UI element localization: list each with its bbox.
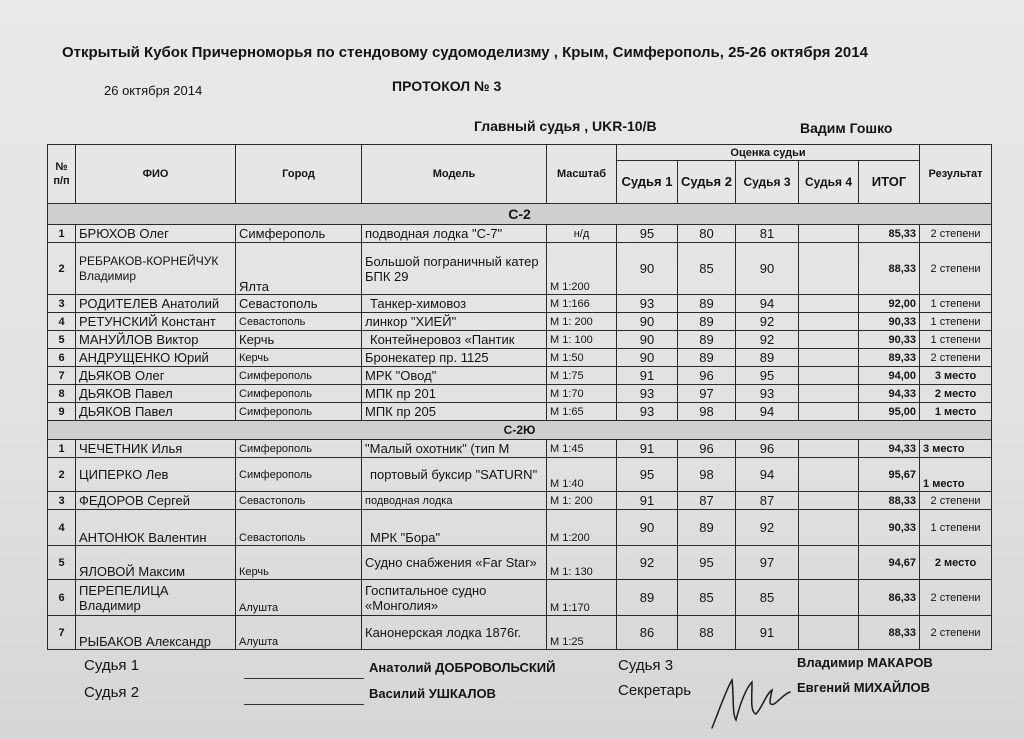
row-judge3: 96 xyxy=(736,440,799,458)
col-judge2-header: Судья 2 xyxy=(678,161,736,204)
row-num: 4 xyxy=(48,510,76,546)
row-fio: ДЬЯКОВ Павел xyxy=(76,403,236,421)
table-row xyxy=(48,492,992,510)
table-row xyxy=(48,367,992,385)
row-judge2: 89 xyxy=(678,295,736,313)
row-num: 7 xyxy=(48,367,76,385)
row-city: Алушта xyxy=(236,616,362,650)
row-num: 2 xyxy=(48,458,76,492)
secretary-label: Секретарь xyxy=(618,682,692,699)
row-judge4 xyxy=(799,349,859,367)
table-row xyxy=(48,225,992,243)
row-judge1: 90 xyxy=(617,331,678,349)
col-scale-header: Масштаб xyxy=(547,145,617,204)
row-judge4 xyxy=(799,403,859,421)
row-fio: МАНУЙЛОВ Виктор xyxy=(76,331,236,349)
row-judge3: 89 xyxy=(736,349,799,367)
row-judge1: 91 xyxy=(617,367,678,385)
judge1-name: Анатолий ДОБРОВОЛЬСКИЙ xyxy=(369,660,556,675)
row-judge4 xyxy=(799,492,859,510)
row-judge3: 97 xyxy=(736,546,799,580)
row-num: 3 xyxy=(48,295,76,313)
row-num: 2 xyxy=(48,243,76,295)
row-model: Большой пограничный катер БПК 29 xyxy=(362,243,547,295)
table-row xyxy=(48,458,992,492)
section-title: С-2 xyxy=(48,204,992,225)
row-result: 1 степени xyxy=(920,510,992,546)
row-judge2: 80 xyxy=(678,225,736,243)
row-judge4 xyxy=(799,295,859,313)
col-city-header: Город xyxy=(236,145,362,204)
row-total: 88,33 xyxy=(859,492,920,510)
row-fio: БРЮХОВ Олег xyxy=(76,225,236,243)
row-scale: М 1:45 xyxy=(547,440,617,458)
row-num: 6 xyxy=(48,580,76,616)
row-result: 1 степени xyxy=(920,295,992,313)
row-city: Симферополь xyxy=(236,385,362,403)
table-row xyxy=(48,440,992,458)
row-result: 1 место xyxy=(920,458,992,492)
row-fio: ФЕДОРОВ Сергей xyxy=(76,492,236,510)
row-judge1: 86 xyxy=(617,616,678,650)
row-judge1: 90 xyxy=(617,510,678,546)
row-result: 2 степени xyxy=(920,580,992,616)
row-scale: М 1:75 xyxy=(547,367,617,385)
row-model: Контейнеровоз «Пантик xyxy=(362,331,547,349)
row-model: МРК "Бора" xyxy=(362,510,547,546)
row-judge2: 98 xyxy=(678,458,736,492)
row-judge3: 85 xyxy=(736,580,799,616)
row-city: Керчь xyxy=(236,546,362,580)
row-judge1: 90 xyxy=(617,243,678,295)
row-result: 2 степени xyxy=(920,616,992,650)
row-result: 2 степени xyxy=(920,225,992,243)
row-judge4 xyxy=(799,367,859,385)
row-total: 89,33 xyxy=(859,349,920,367)
row-model: МРК "Овод" xyxy=(362,367,547,385)
row-judge3: 94 xyxy=(736,295,799,313)
row-total: 92,00 xyxy=(859,295,920,313)
row-judge2: 89 xyxy=(678,349,736,367)
row-scale: М 1:70 xyxy=(547,385,617,403)
row-judge2: 87 xyxy=(678,492,736,510)
row-model: Танкер-химовоз xyxy=(362,295,547,313)
row-num: 5 xyxy=(48,546,76,580)
row-judge4 xyxy=(799,331,859,349)
row-total: 94,00 xyxy=(859,367,920,385)
row-city: Симферополь xyxy=(236,225,362,243)
row-model: МПК пр 205 xyxy=(362,403,547,421)
row-fio: АНДРУЩЕНКО Юрий xyxy=(76,349,236,367)
judge3-label: Судья 3 xyxy=(618,657,674,674)
row-city: Севастополь xyxy=(236,313,362,331)
row-judge2: 96 xyxy=(678,440,736,458)
row-scale: М 1:40 xyxy=(547,458,617,492)
row-scale: М 1:166 xyxy=(547,295,617,313)
row-total: 88,33 xyxy=(859,243,920,295)
row-city: Севастополь xyxy=(236,492,362,510)
col-judge1-header: Судья 1 xyxy=(617,161,678,204)
row-total: 86,33 xyxy=(859,580,920,616)
row-scale: М 1:25 xyxy=(547,616,617,650)
row-judge3: 87 xyxy=(736,492,799,510)
row-scale: н/д xyxy=(547,225,617,243)
col-scores-group-header: Оценка судьи xyxy=(617,145,920,161)
section-header-c2u xyxy=(48,421,992,440)
table-row xyxy=(48,403,992,421)
row-num: 5 xyxy=(48,331,76,349)
row-scale: М 1:170 xyxy=(547,580,617,616)
judge2-label: Судья 2 xyxy=(84,684,140,701)
table-row xyxy=(48,546,992,580)
row-city: Симферополь xyxy=(236,367,362,385)
table-row xyxy=(48,295,992,313)
table-row xyxy=(48,349,992,367)
row-num: 8 xyxy=(48,385,76,403)
row-judge4 xyxy=(799,243,859,295)
results-table xyxy=(47,144,992,650)
row-total: 94,67 xyxy=(859,546,920,580)
row-model: Канонерская лодка 1876г. xyxy=(362,616,547,650)
row-num: 3 xyxy=(48,492,76,510)
row-fio: РЕТУНСКИЙ Констант xyxy=(76,313,236,331)
row-judge4 xyxy=(799,458,859,492)
table-row xyxy=(48,243,992,295)
row-scale: М 1:200 xyxy=(547,243,617,295)
row-city: Симферополь xyxy=(236,403,362,421)
row-judge1: 93 xyxy=(617,385,678,403)
protocol-number: ПРОТОКОЛ № 3 xyxy=(392,78,502,94)
row-result: 2 место xyxy=(920,546,992,580)
col-model-header: Модель xyxy=(362,145,547,204)
row-model: "Малый охотник" (тип М xyxy=(362,440,547,458)
row-fio: ЧЕЧЕТНИК Илья xyxy=(76,440,236,458)
row-num: 1 xyxy=(48,440,76,458)
row-num: 1 xyxy=(48,225,76,243)
row-judge1: 91 xyxy=(617,440,678,458)
row-judge4 xyxy=(799,385,859,403)
row-fio: РЕБРАКОВ-КОРНЕЙЧУК Владимир xyxy=(76,243,236,295)
row-model: МПК пр 201 xyxy=(362,385,547,403)
row-model: подводная лодка "С-7" xyxy=(362,225,547,243)
row-judge2: 88 xyxy=(678,616,736,650)
row-judge4 xyxy=(799,616,859,650)
row-judge3: 90 xyxy=(736,243,799,295)
col-judge4-header: Судья 4 xyxy=(799,161,859,204)
row-num: 6 xyxy=(48,349,76,367)
row-result: 2 степени xyxy=(920,349,992,367)
row-result: 1 степени xyxy=(920,331,992,349)
row-judge2: 85 xyxy=(678,243,736,295)
row-judge3: 94 xyxy=(736,458,799,492)
row-scale: М 1: 200 xyxy=(547,492,617,510)
row-judge2: 89 xyxy=(678,331,736,349)
row-scale: М 1:65 xyxy=(547,403,617,421)
judge3-name: Владимир МАКАРОВ xyxy=(797,655,933,670)
row-city: Керчь xyxy=(236,349,362,367)
row-result: 3 место xyxy=(920,367,992,385)
row-judge3: 95 xyxy=(736,367,799,385)
row-judge1: 93 xyxy=(617,295,678,313)
table-row xyxy=(48,510,992,546)
row-judge3: 91 xyxy=(736,616,799,650)
document-date: 26 октября 2014 xyxy=(104,83,203,98)
col-fio-header: ФИО xyxy=(76,145,236,204)
row-judge4 xyxy=(799,440,859,458)
row-model: Бронекатер пр. 1125 xyxy=(362,349,547,367)
row-judge3: 94 xyxy=(736,403,799,421)
row-judge2: 85 xyxy=(678,580,736,616)
chief-judge-name: Вадим Гошко xyxy=(800,120,893,136)
row-judge1: 92 xyxy=(617,546,678,580)
row-judge1: 89 xyxy=(617,580,678,616)
row-judge3: 92 xyxy=(736,331,799,349)
row-judge4 xyxy=(799,546,859,580)
row-total: 95,00 xyxy=(859,403,920,421)
row-result: 1 место xyxy=(920,403,992,421)
document-title: Открытый Кубок Причерноморья по стендовому судомоделизму , Крым, Симферополь, 25-26 октября 2014 xyxy=(62,44,868,61)
row-judge1: 93 xyxy=(617,403,678,421)
row-judge1: 90 xyxy=(617,349,678,367)
row-scale: М 1:50 xyxy=(547,349,617,367)
row-fio: ПЕРЕПЕЛИЦА Владимир xyxy=(76,580,236,616)
row-judge3: 92 xyxy=(736,510,799,546)
row-judge4 xyxy=(799,580,859,616)
row-city: Симферополь xyxy=(236,458,362,492)
row-num: 9 xyxy=(48,403,76,421)
judge2-name: Василий УШКАЛОВ xyxy=(369,686,496,701)
row-model: портовый буксир "SATURN" xyxy=(362,458,547,492)
row-city: Керчь xyxy=(236,331,362,349)
section-header-c2 xyxy=(48,204,992,225)
row-scale: М 1:200 xyxy=(547,510,617,546)
row-model: Госпитальное судно «Монголия» xyxy=(362,580,547,616)
row-city: Симферополь xyxy=(236,440,362,458)
table-row xyxy=(48,385,992,403)
row-num: 4 xyxy=(48,313,76,331)
row-judge2: 96 xyxy=(678,367,736,385)
row-total: 90,33 xyxy=(859,313,920,331)
row-result: 2 степени xyxy=(920,243,992,295)
col-num-header: № п/п xyxy=(48,145,76,204)
row-judge4 xyxy=(799,313,859,331)
row-model: Судно снабжения «Far Star» xyxy=(362,546,547,580)
row-city: Севастополь xyxy=(236,295,362,313)
col-total-header: ИТОГ xyxy=(859,161,920,204)
row-scale: М 1: 130 xyxy=(547,546,617,580)
col-judge3-header: Судья 3 xyxy=(736,161,799,204)
judge2-signature-line xyxy=(244,704,364,705)
row-total: 88,33 xyxy=(859,616,920,650)
row-judge1: 90 xyxy=(617,313,678,331)
row-total: 85,33 xyxy=(859,225,920,243)
row-judge2: 97 xyxy=(678,385,736,403)
row-city: Севастополь xyxy=(236,510,362,546)
row-scale: М 1: 200 xyxy=(547,313,617,331)
row-judge4 xyxy=(799,225,859,243)
table-row xyxy=(48,331,992,349)
row-judge1: 95 xyxy=(617,458,678,492)
row-judge2: 89 xyxy=(678,510,736,546)
row-result: 1 степени xyxy=(920,313,992,331)
secretary-name: Евгений МИХАЙЛОВ xyxy=(797,680,930,695)
row-judge2: 98 xyxy=(678,403,736,421)
judge1-signature-line xyxy=(244,678,364,679)
handwritten-signature xyxy=(706,668,798,732)
row-total: 95,67 xyxy=(859,458,920,492)
row-fio: РЫБАКОВ Александр xyxy=(76,616,236,650)
row-fio: АНТОНЮК Валентин xyxy=(76,510,236,546)
col-result-header: Результат xyxy=(920,145,992,204)
row-result: 2 место xyxy=(920,385,992,403)
row-judge2: 95 xyxy=(678,546,736,580)
judge1-label: Судья 1 xyxy=(84,657,140,674)
row-model: подводная лодка xyxy=(362,492,547,510)
row-judge3: 93 xyxy=(736,385,799,403)
table-row xyxy=(48,616,992,650)
row-total: 90,33 xyxy=(859,331,920,349)
row-model: линкор "ХИЕЙ" xyxy=(362,313,547,331)
table-row xyxy=(48,580,992,616)
row-total: 94,33 xyxy=(859,385,920,403)
row-total: 94,33 xyxy=(859,440,920,458)
row-judge4 xyxy=(799,510,859,546)
chief-judge-label: Главный судья , UKR-10/B xyxy=(474,118,657,134)
row-result: 2 степени xyxy=(920,492,992,510)
row-city: Алушта xyxy=(236,580,362,616)
row-scale: М 1: 100 xyxy=(547,331,617,349)
row-fio: ЯЛОВОЙ Максим xyxy=(76,546,236,580)
table-row xyxy=(48,313,992,331)
row-num: 7 xyxy=(48,616,76,650)
row-result: 3 место xyxy=(920,440,992,458)
row-judge3: 81 xyxy=(736,225,799,243)
row-total: 90,33 xyxy=(859,510,920,546)
row-judge1: 91 xyxy=(617,492,678,510)
row-fio: ДЬЯКОВ Павел xyxy=(76,385,236,403)
section-title: С-2Ю xyxy=(48,421,992,440)
row-judge3: 92 xyxy=(736,313,799,331)
row-judge2: 89 xyxy=(678,313,736,331)
row-fio: РОДИТЕЛЕВ Анатолий xyxy=(76,295,236,313)
row-city: Ялта xyxy=(236,243,362,295)
row-judge1: 95 xyxy=(617,225,678,243)
row-fio: ДЬЯКОВ Олег xyxy=(76,367,236,385)
row-fio: ЦИПЕРКО Лев xyxy=(76,458,236,492)
